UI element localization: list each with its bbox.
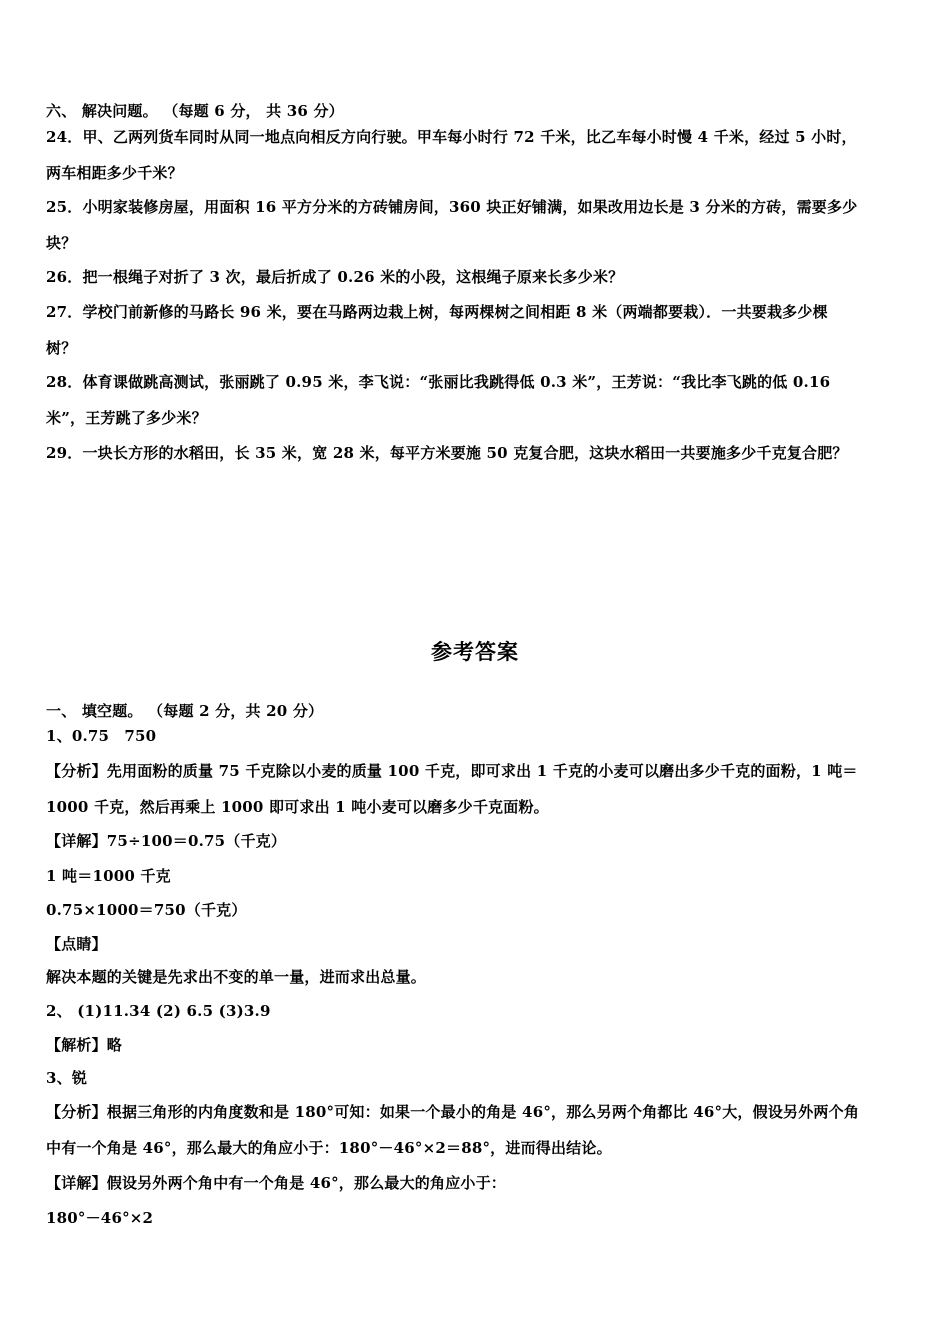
question-25-line-1: 25．小明家装修房屋，用面积 16 平方分米的方砖铺房间，360 块正好铺满，如果改用边长是 3 分米的方砖，需要多少 [46, 198, 858, 216]
answer-1-detail-line-2: 1 吨＝1000 千克 [46, 867, 171, 885]
question-29-line-1: 29．一块长方形的水稻田，长 35 米，宽 28 米，每平方米要施 50 克复合肥，这块水稻田一共要施多少千克复合肥？ [46, 444, 848, 462]
question-25-line-2: 块？ [46, 234, 77, 252]
question-27-line-2: 树？ [46, 339, 77, 357]
answer-1-analysis-line-2: 1000 千克，然后再乘上 1000 即可求出 1 吨小麦可以磨多少千克面粉。 [46, 798, 549, 816]
question-26-line-1: 26．把一根绳子对折了 3 次，最后折成了 0.26 米的小段，这根绳子原来长多少米？ [46, 268, 624, 286]
answer-3-analysis-line-1: 【分析】根据三角形的内角度数和是 180°可知：如果一个最小的角是 46°，那么另两个角都比 46°大，假设另外两个角 [46, 1103, 860, 1121]
answer-1-comment-text: 解决本题的关键是先求出不变的单一量，进而求出总量。 [46, 968, 427, 986]
answer-3-detail-line-1: 【详解】假设另外两个角中有一个角是 46°，那么最大的角应小于： [46, 1174, 506, 1192]
answer-1-comment-label: 【点睛】 [46, 935, 107, 953]
question-24-line-2: 两车相距多少千米？ [46, 164, 183, 182]
question-27-line-1: 27．学校门前新修的马路长 96 米，要在马路两边栽上树，每两棵树之间相距 8 米（两端都要栽）．一共要栽多少棵 [46, 303, 828, 321]
answer-1-analysis-line-1: 【分析】先用面粉的质量 75 千克除以小麦的质量 100 千克，即可求出 1 千克的小麦可以磨出多少千克的面粉，1 吨＝ [46, 762, 858, 780]
section-six-heading: 六、 解决问题。 （每题 6 分， 共 36 分） [46, 102, 344, 120]
question-28-line-1: 28．体育课做跳高测试，张丽跳了 0.95 米，李飞说：“张丽比我跳得低 0.3 米”，王芳说：“我比李飞跳的低 0.16 [46, 373, 831, 391]
answer-1: 1、0.75 750 [46, 727, 157, 745]
answer-3-analysis-line-2: 中有一个角是 46°，那么最大的角应小于：180°－46°×2＝88°，进而得出结论。 [46, 1139, 612, 1157]
answer-3-detail-line-2: 180°－46°×2 [46, 1209, 154, 1227]
answer-2: 2、 (1)11.34 (2) 6.5 (3)3.9 [46, 1002, 271, 1020]
question-24-line-1: 24．甲、乙两列货车同时从同一地点向相反方向行驶。甲车每小时行 72 千米，比乙车每小时慢 4 千米，经过 5 小时， [46, 128, 857, 146]
answers-title: 参考答案 [431, 639, 519, 664]
answer-1-detail-line-3: 0.75×1000＝750（千克） [46, 901, 247, 919]
answer-2-explain: 【解析】略 [46, 1036, 123, 1054]
section-one-heading: 一、 填空题。 （每题 2 分，共 20 分） [46, 702, 324, 720]
answer-1-detail-line-1: 【详解】75÷100＝0.75（千克） [46, 832, 287, 850]
question-28-line-2: 米”，王芳跳了多少米？ [46, 409, 207, 427]
answer-3: 3、锐 [46, 1069, 88, 1087]
